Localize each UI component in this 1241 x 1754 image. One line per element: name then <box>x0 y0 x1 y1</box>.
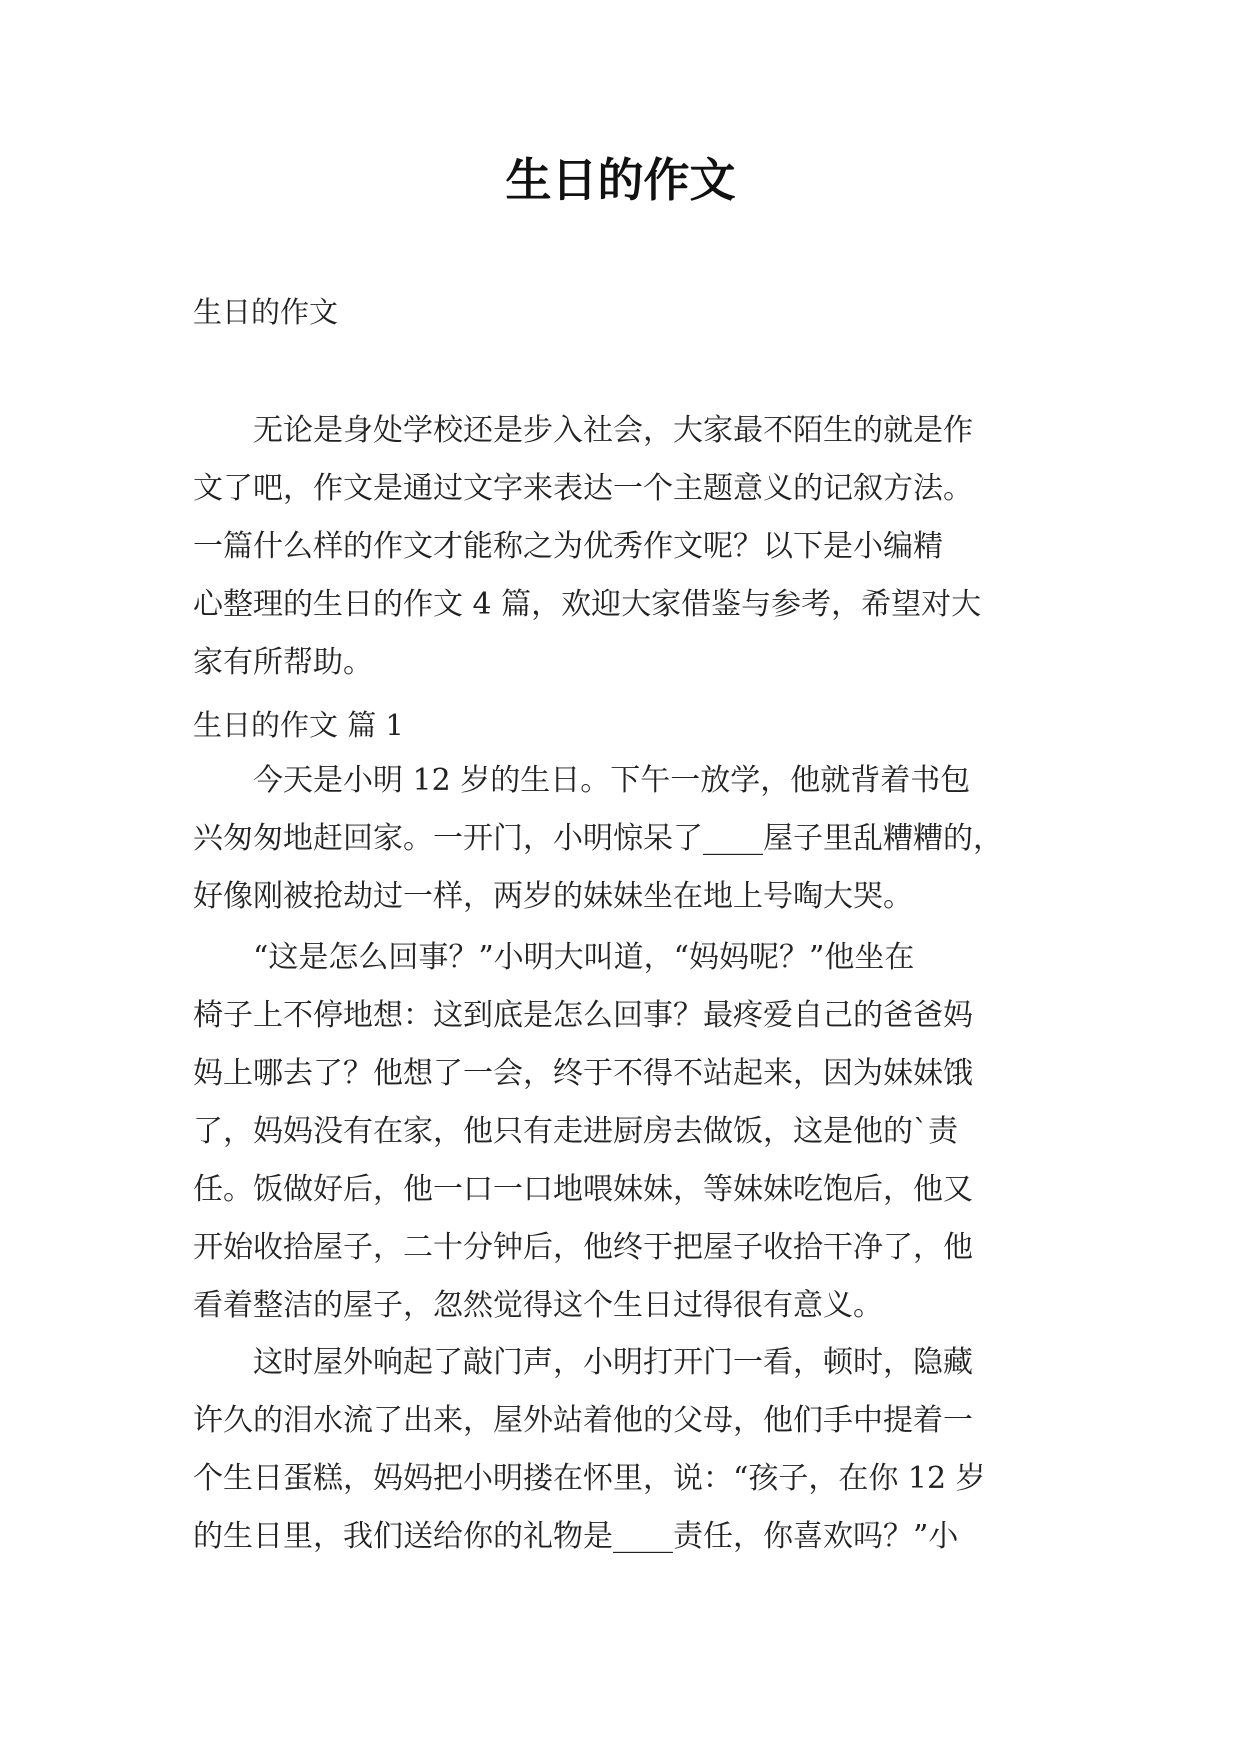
paragraph-line: 今天是小明 12 岁的生日。下午一放学，他就背着书包 <box>193 763 971 798</box>
body-paragraph-3 <box>193 1334 1063 1566</box>
body-paragraph-2 <box>193 929 1063 1335</box>
paragraph-line: 许久的泪水流了出来，屋外站着他的父母，他们手中提着一 <box>193 1403 973 1438</box>
section-heading: 生日的作文 篇 1 <box>193 708 404 742</box>
paragraph-line: 兴匆匆地赶回家。一开门，小明惊呆了____屋子里乱糟糟的， <box>193 821 1003 856</box>
intro-line: 一篇什么样的作文才能称之为优秀作文呢？以下是小编精 <box>193 529 943 564</box>
paragraph-line: 任。饭做好后，他一口一口地喂妹妹，等妹妹吃饱后，他又 <box>193 1172 973 1207</box>
paragraph-line: “这是怎么回事？”小明大叫道，“妈妈呢？”他坐在 <box>193 940 915 975</box>
paragraph-line: 个生日蛋糕，妈妈把小明搂在怀里，说：“孩子，在你 12 岁 <box>193 1461 986 1496</box>
body-paragraph-1 <box>193 752 1063 926</box>
paragraph-line: 的生日里，我们送给你的礼物是____责任，你喜欢吗？”小 <box>193 1519 959 1554</box>
intro-line: 无论是身处学校还是步入社会，大家最不陌生的就是作 <box>193 413 973 448</box>
paragraph-line: 好像刚被抢劫过一样，两岁的妹妹坐在地上号啕大哭。 <box>193 879 913 914</box>
intro-paragraph <box>193 402 1063 692</box>
document-title: 生日的作文 <box>505 153 736 207</box>
document-subtitle: 生日的作文 <box>193 295 339 329</box>
paragraph-line: 这时屋外响起了敲门声，小明打开门一看，顿时，隐藏 <box>193 1345 973 1380</box>
paragraph-line: 看着整洁的屋子，忽然觉得这个生日过得很有意义。 <box>193 1288 883 1323</box>
paragraph-line: 开始收拾屋子，二十分钟后，他终于把屋子收拾干净了，他 <box>193 1230 973 1265</box>
intro-line: 家有所帮助。 <box>193 645 373 680</box>
paragraph-line: 了，妈妈没有在家，他只有走进厨房去做饭，这是他的`责 <box>193 1114 958 1149</box>
paragraph-line: 妈上哪去了？他想了一会，终于不得不站起来，因为妹妹饿 <box>193 1056 973 1091</box>
intro-line: 心整理的生日的作文 4 篇，欢迎大家借鉴与参考，希望对大 <box>193 587 982 622</box>
intro-line: 文了吧，作文是通过文字来表达一个主题意义的记叙方法。 <box>193 471 973 506</box>
paragraph-line: 椅子上不停地想：这到底是怎么回事？最疼爱自己的爸爸妈 <box>193 998 973 1033</box>
